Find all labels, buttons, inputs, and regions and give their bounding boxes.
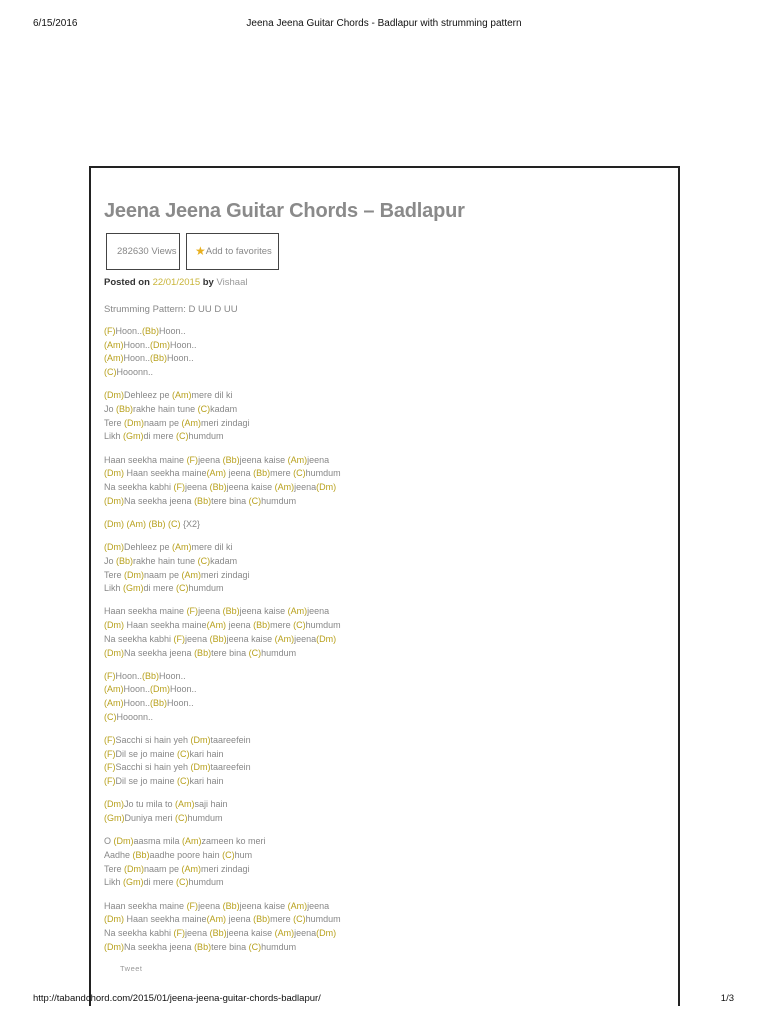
lyrics-stanza: [104, 518, 664, 532]
chord-label: (F): [186, 900, 199, 911]
chord-label: (Bb): [142, 326, 160, 336]
lyric-text: Na seekha jeena: [124, 941, 195, 952]
lyric-text: Hoon..: [123, 339, 151, 350]
lyric-text: Haan seekha maine: [124, 914, 207, 925]
strumming-pattern: Strumming Pattern: D UU D UU: [104, 304, 238, 315]
lyric-text: jeena: [198, 454, 223, 465]
lyric-text: mere dil ki: [191, 542, 233, 553]
lyric-text: Hooonn..: [116, 711, 154, 722]
chord-label: (F): [104, 735, 116, 746]
chord-label: (C): [177, 776, 190, 787]
lyrics-line: [104, 467, 664, 481]
lyric-text: jeena kaise: [226, 482, 275, 493]
chord-label: (Am): [274, 482, 295, 493]
lyric-text: meri zindagi: [201, 417, 250, 428]
chord-label: (Dm): [316, 928, 337, 939]
lyric-text: Na seekha kabhi: [104, 482, 174, 493]
lyric-text: jeena: [294, 633, 317, 644]
chord-label: (Bb): [253, 468, 271, 479]
lyric-text: humdum: [188, 877, 224, 888]
lyric-text: Haan seekha maine: [124, 468, 207, 479]
chord-label: (Dm): [316, 633, 337, 644]
lyric-text: humdum: [188, 583, 224, 594]
chord-label: (C): [104, 711, 117, 722]
lyric-text: humdum: [188, 431, 224, 442]
chord-label: (C): [293, 620, 306, 631]
lyric-text: mere: [270, 914, 294, 925]
lyric-text: kari hain: [189, 748, 224, 759]
print-date: 6/15/2016: [33, 18, 78, 29]
lyric-text: Jo: [104, 404, 117, 415]
lyrics-line: [104, 454, 664, 468]
lyric-text: zameen ko meri: [201, 836, 266, 847]
lyrics-line: [104, 900, 664, 914]
chord-label: (Dm): [124, 417, 145, 428]
chord-label: (Dm): [104, 799, 124, 810]
lyrics-line: [104, 325, 664, 339]
lyric-text: Sacchi si hain yeh: [115, 762, 191, 773]
lyric-text: jeena: [185, 482, 210, 493]
lyric-text: Haan seekha maine: [104, 900, 187, 911]
lyric-text: Hoon..: [123, 684, 151, 695]
chord-label: (Bb): [209, 482, 227, 493]
lyric-text: saji hain: [194, 799, 228, 810]
lyric-text: di mere: [143, 431, 177, 442]
chord-label: (C): [248, 941, 262, 952]
lyrics-stanza: [104, 389, 664, 444]
lyric-text: jeena: [294, 928, 317, 939]
lyric-text: jeena: [185, 633, 210, 644]
lyric-text: Jo: [104, 555, 117, 566]
chord-label: (Dm): [150, 684, 171, 695]
lyrics-line: [104, 683, 664, 697]
chord-label: (Dm): [316, 482, 337, 493]
lyrics-line: [104, 633, 664, 647]
lyrics-line: [104, 605, 664, 619]
lyric-text: kadam: [210, 404, 238, 415]
lyrics-line: [104, 518, 664, 532]
lyrics-line: [104, 569, 664, 583]
chord-label: (F): [104, 748, 116, 759]
lyric-text: Na seekha kabhi: [104, 928, 174, 939]
lyrics-line: [104, 775, 664, 789]
chord-label: (C): [248, 647, 262, 658]
lyrics-line: [104, 711, 664, 725]
lyric-text: Tere: [104, 569, 125, 580]
chord-label: (Dm): [104, 468, 124, 479]
lyric-text: rakhe hain tune: [133, 404, 198, 415]
chord-label: (C): [197, 555, 211, 566]
post-frame: [89, 166, 680, 1006]
chord-label: (Bb): [194, 941, 212, 952]
chord-label: (C): [222, 850, 235, 860]
lyrics-line: [104, 619, 664, 633]
lyric-text: jeena kaise: [226, 928, 275, 939]
chord-label: (Am): [182, 836, 202, 847]
lyrics-stanza: [104, 605, 664, 660]
lyric-text: jeena: [198, 606, 223, 617]
lyrics-line: [104, 403, 664, 417]
lyric-text: jeena: [198, 900, 223, 911]
lyrics-stanza: [104, 670, 664, 725]
post-content: [104, 199, 664, 973]
lyric-text: humdum: [305, 620, 341, 631]
chord-label: (Dm): [104, 620, 124, 631]
chord-label: (Dm): [113, 836, 134, 847]
chord-label: (Bb): [222, 606, 240, 617]
chord-label: (Bb): [222, 900, 240, 911]
add-to-favorites-button[interactable]: [186, 233, 279, 270]
chord-label: (Am): [181, 417, 202, 428]
lyric-text: humdum: [187, 813, 223, 824]
lyric-text: Dil se jo maine: [115, 776, 178, 787]
chord-label: (Bb): [142, 670, 160, 681]
lyric-text: jeena kaise: [239, 606, 288, 617]
chord-label: (Am): [104, 684, 124, 695]
chord-label: (Am): [287, 454, 308, 465]
lyric-text: di mere: [143, 877, 177, 888]
lyrics-stanza: [104, 798, 664, 825]
lyric-text: Haan seekha maine: [104, 606, 187, 617]
chord-label: (Gm): [123, 583, 144, 594]
print-footer: [0, 993, 768, 1007]
lyric-text: humdum: [261, 941, 297, 952]
lyric-text: jeena: [307, 454, 330, 465]
chord-label: (F): [186, 454, 199, 465]
lyrics-line: [104, 481, 664, 495]
lyrics-stanza: [104, 454, 664, 509]
chord-label: (C): [176, 431, 189, 442]
lyric-text: Tere: [104, 863, 125, 874]
chord-label: (Am): [104, 698, 124, 709]
chord-label: (Am): [206, 914, 227, 925]
lyrics-line: [104, 927, 664, 941]
chord-label: (Dm): [104, 941, 124, 952]
lyric-text: humdum: [305, 914, 341, 925]
chord-label: (Gm): [123, 431, 144, 442]
chord-label: (Am): [274, 928, 295, 939]
lyrics-line: [104, 697, 664, 711]
lyric-text: jeena: [294, 482, 317, 493]
lyrics-line: [104, 352, 664, 366]
lyric-text: Hoon..: [167, 353, 194, 364]
lyrics-line: [104, 670, 664, 684]
chord-label: (Am): [287, 606, 308, 617]
lyric-text: Hoon..: [115, 326, 143, 336]
lyric-text: Tere: [104, 417, 125, 428]
chord-label: (Bb): [194, 495, 212, 506]
lyric-text: Hooonn..: [116, 367, 154, 378]
lyrics-stanza: [104, 835, 664, 890]
lyric-text: Aadhe: [104, 850, 133, 860]
chord-label: (Bb): [116, 404, 134, 415]
lyric-text: tere bina: [211, 495, 249, 506]
chord-label: (Am): [181, 863, 202, 874]
chord-label: (Am): [172, 542, 192, 553]
lyric-text: Na seekha kabhi: [104, 633, 174, 644]
chord-label: (Am): [206, 620, 227, 631]
lyrics-stanza: [104, 900, 664, 955]
lyrics-line: [104, 734, 664, 748]
post-byline: [104, 277, 664, 288]
chord-label: (F): [173, 928, 186, 939]
chord-label: (F): [104, 762, 116, 773]
lyric-text: jeena: [226, 468, 254, 479]
lyric-text: meri zindagi: [201, 569, 250, 580]
chord-label: (C): [248, 495, 262, 506]
chord-label: (C): [177, 748, 190, 759]
lyric-text: Hoon..: [123, 353, 151, 364]
lyric-text: Hoon..: [159, 670, 186, 681]
chord-label: (Am): [175, 799, 195, 810]
lyrics-line: [104, 761, 664, 775]
lyric-text: Haan seekha maine: [104, 454, 187, 465]
lyrics-line: [104, 941, 664, 955]
chord-label: (Bb): [209, 633, 227, 644]
chord-label: (Bb): [132, 850, 150, 860]
lyric-text: Na seekha jeena: [124, 495, 195, 506]
page-url: http://tabandchord.com/2015/01/jeena-jeena-guitar-chords-badlapur/: [33, 993, 321, 1004]
lyrics-stanza: [104, 325, 664, 380]
chord-label: (C): [293, 914, 306, 925]
lyric-text: Likh: [104, 877, 124, 888]
chord-label: (C): [293, 468, 306, 479]
lyric-text: jeena kaise: [239, 900, 288, 911]
lyrics-line: [104, 430, 664, 444]
lyric-text: hum: [234, 850, 253, 860]
lyrics-line: [104, 417, 664, 431]
lyric-text: taareefein: [210, 762, 251, 773]
chord-label: (C): [176, 583, 189, 594]
chord-label: (Dm): [150, 339, 171, 350]
lyric-text: aadhe poore hain: [149, 850, 223, 860]
chord-label: (Dm): [104, 390, 124, 401]
chord-label: (F): [186, 606, 199, 617]
lyric-text: mere dil ki: [191, 390, 233, 401]
chord-label: (Bb): [150, 698, 168, 709]
add-to-favorites-label: Add to favorites: [205, 246, 272, 257]
lyric-text: jeena: [185, 928, 210, 939]
chord-label: (C): [176, 877, 189, 888]
chord-label: (Dm) (Am) (Bb) (C): [104, 518, 181, 529]
lyric-text: humdum: [305, 468, 341, 479]
lyric-text: rakhe hain tune: [133, 555, 198, 566]
chord-label: (C): [197, 404, 211, 415]
chord-label: (Dm): [190, 762, 211, 773]
post-date-link[interactable]: 22/01/2015: [152, 277, 201, 288]
lyric-text: naam pe: [144, 417, 182, 428]
lyric-text: kari hain: [189, 776, 224, 787]
lyric-text: Likh: [104, 431, 124, 442]
chord-label: (F): [104, 776, 116, 787]
lyric-text: Likh: [104, 583, 124, 594]
lyric-text: tere bina: [211, 941, 249, 952]
page-number: 1/3: [720, 993, 734, 1004]
lyrics-line: [104, 366, 664, 380]
lyrics-line: [104, 913, 664, 927]
chord-label: (Am): [287, 900, 308, 911]
lyric-text: Hoon..: [123, 698, 151, 709]
chord-label: (F): [173, 633, 186, 644]
lyrics-line: [104, 748, 664, 762]
lyric-text: jeena: [226, 620, 254, 631]
lyric-text: taareefein: [210, 735, 251, 746]
lyric-text: Na seekha jeena: [124, 647, 195, 658]
lyrics-line: [104, 812, 664, 826]
chord-label: (Bb): [194, 647, 212, 658]
chord-label: (Dm): [104, 495, 124, 506]
lyric-text: Hoon..: [115, 670, 143, 681]
chord-label: (Dm): [104, 647, 124, 658]
chord-label: (Am): [274, 633, 295, 644]
lyrics-block: [104, 325, 664, 954]
chord-label: (Am): [172, 390, 192, 401]
chord-label: (Dm): [124, 569, 145, 580]
lyric-text: {X2}: [180, 518, 201, 529]
tweet-button[interactable]: Tweet: [120, 963, 143, 973]
views-counter: [106, 233, 180, 270]
star-icon: ★: [195, 244, 206, 258]
lyric-text: tere bina: [211, 647, 249, 658]
print-header: [0, 18, 768, 32]
views-count: 282630 Views: [117, 246, 177, 257]
chord-label: (Gm): [123, 877, 144, 888]
lyric-text: jeena: [226, 914, 254, 925]
chord-label: (Am): [181, 569, 202, 580]
lyric-text: jeena: [307, 606, 330, 617]
post-meta-row: [104, 233, 664, 271]
lyrics-line: [104, 555, 664, 569]
lyric-text: aasma mila: [133, 836, 183, 847]
lyric-text: O: [104, 836, 114, 847]
chord-label: (Am): [104, 339, 124, 350]
chord-label: (Bb): [116, 555, 134, 566]
chord-label: (F): [104, 326, 116, 336]
lyric-text: kadam: [210, 555, 238, 566]
lyrics-line: [104, 389, 664, 403]
chord-label: (Bb): [209, 928, 227, 939]
lyric-text: naam pe: [144, 863, 182, 874]
lyric-text: jeena kaise: [239, 454, 288, 465]
chord-label: (F): [173, 482, 186, 493]
chord-label: (Am): [104, 353, 124, 364]
chord-label: (Am): [206, 468, 227, 479]
lyrics-stanza: [104, 541, 664, 596]
lyrics-line: [104, 849, 664, 863]
by-label: by: [202, 277, 214, 288]
lyrics-line: [104, 495, 664, 509]
lyric-text: meri zindagi: [201, 863, 250, 874]
lyric-text: humdum: [261, 495, 297, 506]
lyrics-line: [104, 582, 664, 596]
posted-on-label: Posted on: [104, 277, 150, 288]
lyrics-line: [104, 339, 664, 353]
lyric-text: naam pe: [144, 569, 182, 580]
chord-label: (Dm): [104, 542, 124, 553]
lyric-text: Dehleez pe: [124, 542, 173, 553]
lyrics-line: [104, 798, 664, 812]
lyrics-line: [104, 863, 664, 877]
lyric-text: Hoon..: [170, 339, 197, 350]
lyric-text: Hoon..: [170, 684, 197, 695]
lyric-text: Dil se jo maine: [115, 748, 178, 759]
chord-label: (Dm): [104, 914, 124, 925]
print-page-title: Jeena Jeena Guitar Chords - Badlapur with strumming pattern: [246, 18, 522, 29]
lyric-text: jeena kaise: [226, 633, 275, 644]
lyric-text: Hoon..: [159, 326, 186, 336]
lyric-text: Duniya meri: [124, 813, 176, 824]
chord-label: (Bb): [253, 914, 271, 925]
chord-label: (Bb): [253, 620, 271, 631]
lyric-text: Haan seekha maine: [124, 620, 207, 631]
post-title[interactable]: Jeena Jeena Guitar Chords – Badlapur: [104, 200, 465, 222]
lyrics-line: [104, 835, 664, 849]
lyrics-stanza: [104, 734, 664, 789]
chord-label: (Bb): [150, 353, 168, 364]
chord-label: (Gm): [104, 813, 125, 824]
lyric-text: Dehleez pe: [124, 390, 173, 401]
chord-label: (C): [175, 813, 188, 824]
lyrics-line: [104, 541, 664, 555]
lyric-text: humdum: [261, 647, 297, 658]
chord-label: (F): [104, 670, 116, 681]
lyric-text: di mere: [143, 583, 177, 594]
lyrics-line: [104, 647, 664, 661]
lyric-text: Hoon..: [167, 698, 194, 709]
lyric-text: mere: [270, 468, 294, 479]
lyric-text: mere: [270, 620, 294, 631]
lyric-text: Jo tu mila to: [124, 799, 176, 810]
chord-label: (Dm): [124, 863, 145, 874]
lyrics-line: [104, 876, 664, 890]
lyric-text: Sacchi si hain yeh: [115, 735, 191, 746]
chord-label: (Bb): [222, 454, 240, 465]
chord-label: (Dm): [190, 735, 211, 746]
chord-label: (C): [104, 367, 117, 378]
lyric-text: jeena: [307, 900, 330, 911]
author-link[interactable]: Vishaal: [216, 277, 248, 288]
